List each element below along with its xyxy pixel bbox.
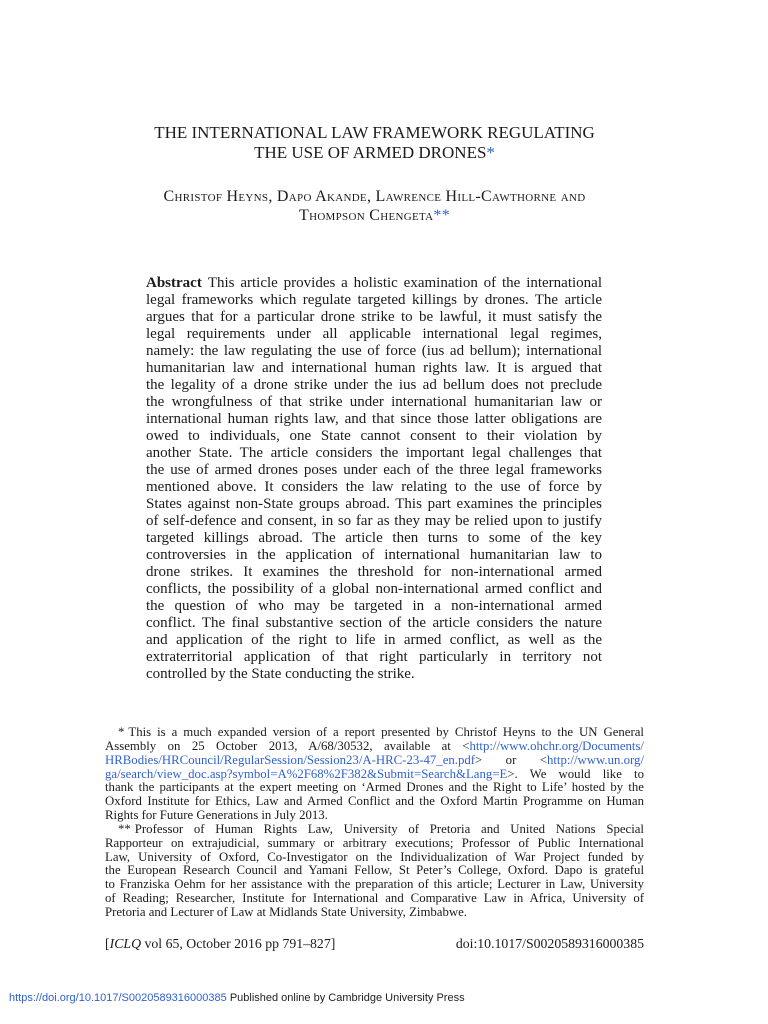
author-list bbox=[105, 187, 644, 225]
abstract-line: extraterritorial application of that right particularly in territory not bbox=[146, 649, 602, 665]
abstract-text: This article provides a holistic examination of the international bbox=[207, 275, 602, 291]
access-line bbox=[9, 991, 465, 1005]
footnote-line: Rights for Future Generations in July 2013. bbox=[105, 808, 328, 823]
abstract-line: controlled by the State conducting the strike. bbox=[146, 666, 415, 682]
abstract-line: the use of armed drones poses under each of the three legal frameworks bbox=[146, 462, 602, 478]
abstract-line: another State. The article considers the important legal challenges that bbox=[146, 445, 602, 461]
footnote-link-ohchr[interactable]: HRBodies/HRCouncil/RegularSession/Session23/A-HRC-23-47_en.pdf bbox=[105, 752, 476, 767]
footnote-line: Rapporteur on extrajudicial, summary or arbitrary executions; Professor of Public International bbox=[105, 835, 644, 850]
abstract-line: drone strikes. It examines the threshold for non-international armed bbox=[146, 564, 602, 580]
footnote-line: Oxford Institute for Ethics, Law and Armed Conflict and the Oxford Martin Programme on Human bbox=[105, 794, 644, 809]
abstract-line: and application of the right to life in armed conflict, as well as the bbox=[146, 632, 602, 648]
abstract-line: humanitarian law and international human rights law. It is argued that bbox=[146, 360, 602, 376]
abstract bbox=[146, 275, 602, 683]
footnote-text: Assembly on 25 October 2013, A/68/30532, available at < bbox=[105, 738, 470, 753]
footnote-link-un[interactable]: http://www.un.org/ bbox=[546, 752, 644, 767]
title-line: THE INTERNATIONAL LAW FRAMEWORK REGULATING bbox=[154, 123, 595, 142]
abstract-line: legal requirements under all applicable international legal regimes, bbox=[146, 326, 602, 342]
footnote-line bbox=[105, 768, 644, 782]
footnote-line: of Reading; Researcher, Institute for International and Comparative Law in Africa, University of bbox=[105, 891, 644, 906]
paper-title bbox=[105, 123, 644, 163]
footnote-link-ohchr[interactable]: http://www.ohchr.org/Documents/ bbox=[469, 738, 644, 753]
abstract-line: the wrongfulness of that strike under international humanitarian law or bbox=[146, 394, 602, 410]
title-footnote-mark[interactable]: * bbox=[486, 143, 495, 162]
title-line bbox=[105, 143, 644, 163]
footnote-line bbox=[105, 740, 644, 754]
abstract-line: controversies in the application of international humanitarian law to bbox=[146, 547, 602, 563]
author-line bbox=[105, 206, 644, 225]
footnote-text: > or < bbox=[475, 752, 547, 767]
abstract-line: conflicts, the possibility of a global non-international armed conflict and bbox=[146, 581, 602, 597]
footnote-mark: * bbox=[118, 725, 125, 739]
footnote-line bbox=[105, 726, 644, 740]
footnote-line: Law, University of Oxford, Co-Investigator on the Individualization of War Project funded by bbox=[105, 849, 644, 864]
abstract-line: legal frameworks which regulate targeted killings by drones. The article bbox=[146, 292, 602, 308]
author-footnote-mark[interactable]: ** bbox=[433, 207, 450, 224]
footnote-text: Professor of Human Rights Law, University of Pretoria and United Nations Special bbox=[134, 821, 644, 836]
abstract-line bbox=[146, 275, 602, 292]
abstract-label: Abstract bbox=[146, 275, 202, 291]
abstract-line: mentioned above. It considers the law relating to the use of force by bbox=[146, 479, 602, 495]
journal-name: ICLQ bbox=[109, 936, 142, 951]
footnote-line: the European Research Council and Yamani Fellow, St Peter’s College, Oxford. Dapo is grateful bbox=[105, 863, 644, 878]
footnote-link-un[interactable]: ga/search/view_doc.asp?symbol=A%2F68%2F382&Submit=Search&Lang=E bbox=[105, 766, 508, 781]
abstract-line: of self-defence and consent, in so far as they may be relied upon to justify bbox=[146, 513, 602, 529]
title-line-text: THE USE OF ARMED DRONES bbox=[254, 143, 487, 162]
abstract-line: namely: the law regulating the use of force (ius ad bellum); international bbox=[146, 343, 602, 359]
journal-citation bbox=[105, 935, 335, 952]
citation-footer bbox=[105, 935, 644, 952]
citation-prefix: [ bbox=[105, 936, 110, 951]
footnote-text: >. We would like to bbox=[507, 766, 644, 781]
footnote-line: Pretoria and Lecturer of Law at Midlands State University, Zimbabwe. bbox=[105, 904, 467, 919]
author-line: Christof Heyns, Dapo Akande, Lawrence Hill-Cawthorne and bbox=[163, 188, 586, 205]
footnote-line: thank the participants at the expert meeting on ‘Armed Drones and the Right to Life’ hosted by the bbox=[105, 780, 644, 795]
doi-link[interactable]: https://doi.org/10.1017/S0020589316000385 bbox=[9, 992, 227, 1004]
abstract-line: argues that for a particular drone strike to be lawful, it must satisfy the bbox=[146, 309, 602, 325]
abstract-line: targeted killings abroad. The article then turns to some of the key bbox=[146, 530, 602, 546]
abstract-line: States against non-State groups abroad. This part examines the principles bbox=[146, 496, 602, 512]
footnote-text: This is a much expanded version of a report presented by Christof Heyns to the UN General bbox=[128, 725, 644, 739]
abstract-line: owed to individuals, one State cannot consent to their violation by bbox=[146, 428, 602, 444]
citation-details: vol 65, October 2016 pp 791–827] bbox=[141, 936, 336, 951]
publisher-note: Published online by Cambridge University Press bbox=[229, 992, 465, 1004]
footnotes bbox=[105, 726, 644, 920]
abstract-line: international human rights law, and that since those latter obligations are bbox=[146, 411, 602, 427]
footnote-mark: ** bbox=[118, 821, 131, 836]
footnote-line: to Franziska Oehm for her assistance with the preparation of this article; Lecturer in Law, University bbox=[105, 877, 644, 892]
doi-text: doi:10.1017/S0020589316000385 bbox=[455, 936, 644, 951]
abstract-line: conflict. The final substantive section of the article considers the nature bbox=[146, 615, 602, 631]
footnote-line bbox=[105, 754, 644, 768]
author-line-text: Thompson Chengeta bbox=[299, 207, 434, 224]
footnote-line bbox=[105, 823, 644, 837]
abstract-line: the question of who may be targeted in a non-international armed bbox=[146, 598, 602, 614]
abstract-line: the legality of a drone strike under the ius ad bellum does not preclude bbox=[146, 377, 602, 393]
